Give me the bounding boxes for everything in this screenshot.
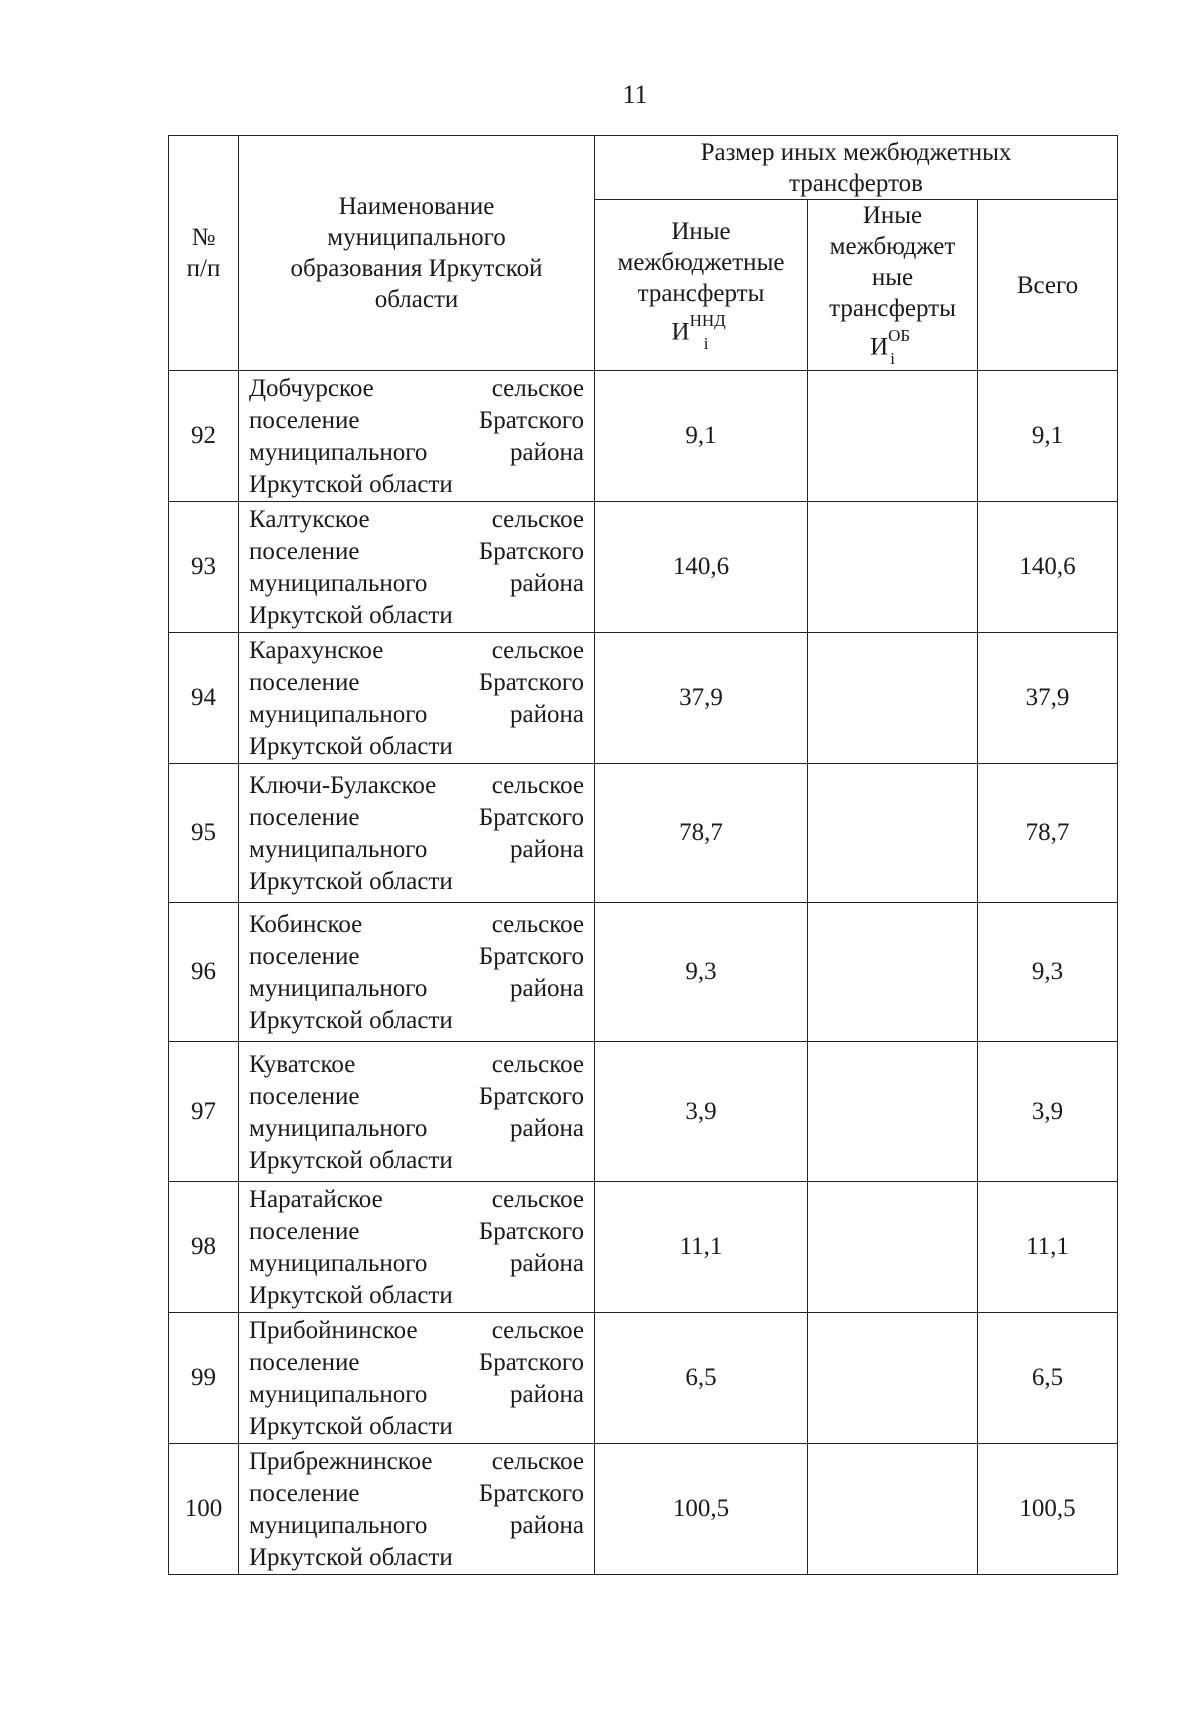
header-sub2-symbol: $И^{ОБ}_i$ [870,326,911,369]
value-ob [808,371,978,502]
value-ob [808,502,978,633]
municipality-name-line: поселение Братского [249,804,584,832]
value-total: 78,7 [978,764,1118,903]
row-number: 92 [169,371,239,502]
municipality-name-line: муниципального района [249,439,584,467]
municipality-name-line: Иркутской области [249,1007,453,1035]
municipality-name-line: муниципального района [249,1114,584,1142]
row-number: 95 [169,764,239,903]
value-nnd: 78,7 [595,764,808,903]
header-sub2-label: Иные межбюджет ные трансферты [829,202,956,322]
header-total: Всего [978,200,1118,371]
municipality-name-line: Прибрежнинское сельское [249,1448,584,1476]
value-ob [808,764,978,903]
municipality-name-line: поселение Братского [249,1082,584,1110]
value-total: 3,9 [978,1042,1118,1182]
municipality-name-line: муниципального района [249,836,584,864]
row-number: 99 [169,1313,239,1444]
value-nnd: 6,5 [595,1313,808,1444]
value-nnd: 9,3 [595,903,808,1042]
table-row [169,1042,1118,1182]
row-number: 97 [169,1042,239,1182]
municipality-name-line: поселение Братского [249,1218,584,1246]
value-total: 11,1 [978,1182,1118,1313]
municipality-name-line: Иркутской области [249,1413,453,1441]
value-total: 100,5 [978,1444,1118,1575]
value-ob [808,1042,978,1182]
value-nnd: 37,9 [595,633,808,764]
row-number: 93 [169,502,239,633]
header-group: Размер иных межбюджетных трансфертов [595,136,1118,200]
municipality-name [239,633,595,764]
table-row [169,764,1118,903]
municipality-name-line: Иркутской области [249,733,453,761]
transfers-table [168,135,1118,1575]
header-name: Наименование муниципального образования Иркутской области [239,136,595,371]
value-total: 6,5 [978,1313,1118,1444]
municipality-name-line: Иркутской области [249,602,453,630]
municipality-name-line: Ключи-Булакское сельское [249,772,584,800]
value-ob [808,903,978,1042]
table-row [169,633,1118,764]
municipality-name-line: поселение Братского [249,943,584,971]
municipality-name-line: Иркутской области [249,471,453,499]
header-sub1-label: Иные межбюджетные трансферты [617,217,785,307]
municipality-name-line: поселение Братского [249,538,584,566]
municipality-name-line: муниципального района [249,1512,584,1540]
row-number: 100 [169,1444,239,1575]
municipality-name [239,903,595,1042]
municipality-name-line: Прибойнинское сельское [249,1317,584,1345]
row-number: 96 [169,903,239,1042]
table-row [169,502,1118,633]
municipality-name [239,371,595,502]
municipality-name-line: Иркутской области [249,1146,453,1174]
value-ob [808,633,978,764]
municipality-name-line: Иркутской области [249,1282,453,1310]
municipality-name [239,1313,595,1444]
table-row [169,903,1118,1042]
value-nnd: 11,1 [595,1182,808,1313]
row-number: 98 [169,1182,239,1313]
municipality-name-line: муниципального района [249,701,584,729]
municipality-name-line: муниципального района [249,975,584,1003]
value-total: 37,9 [978,633,1118,764]
table-row [169,371,1118,502]
municipality-name [239,1042,595,1182]
municipality-name-line: муниципального района [249,570,584,598]
municipality-name-line: поселение Братского [249,1480,584,1508]
municipality-name-line: поселение Братского [249,1349,584,1377]
header-sub2 [808,200,978,371]
value-ob [808,1444,978,1575]
header-sub1-symbol: $И^{ННД}_i$ [671,310,726,353]
value-total: 9,3 [978,903,1118,1042]
page-number: 11 [622,80,648,109]
municipality-name [239,1182,595,1313]
municipality-name-line: Наратайское сельское [249,1186,584,1214]
table-body [169,371,1118,1575]
value-nnd: 140,6 [595,502,808,633]
municipality-name-line: Иркутской области [249,1544,453,1572]
municipality-name-line: поселение Братского [249,407,584,435]
municipality-name-line: Карахунское сельское [249,637,584,665]
municipality-name-line: Иркутской области [249,868,453,896]
value-nnd: 3,9 [595,1042,808,1182]
municipality-name-line: поселение Братского [249,669,584,697]
table-row [169,1182,1118,1313]
municipality-name-line: Кобинское сельское [249,911,584,939]
municipality-name-line: Куватское сельское [249,1050,584,1078]
municipality-name [239,1444,595,1575]
value-total: 140,6 [978,502,1118,633]
value-ob [808,1182,978,1313]
header-sub1 [595,200,808,371]
table-row [169,1313,1118,1444]
municipality-name-line: Калтукское сельское [249,506,584,534]
value-nnd: 9,1 [595,371,808,502]
municipality-name [239,764,595,903]
header-num: № п/п [169,136,239,371]
value-nnd: 100,5 [595,1444,808,1575]
value-ob [808,1313,978,1444]
value-total: 9,1 [978,371,1118,502]
municipality-name-line: муниципального района [249,1381,584,1409]
row-number: 94 [169,633,239,764]
table-row [169,1444,1118,1575]
municipality-name-line: муниципального района [249,1250,584,1278]
municipality-name [239,502,595,633]
municipality-name-line: Добчурское сельское [249,375,584,403]
